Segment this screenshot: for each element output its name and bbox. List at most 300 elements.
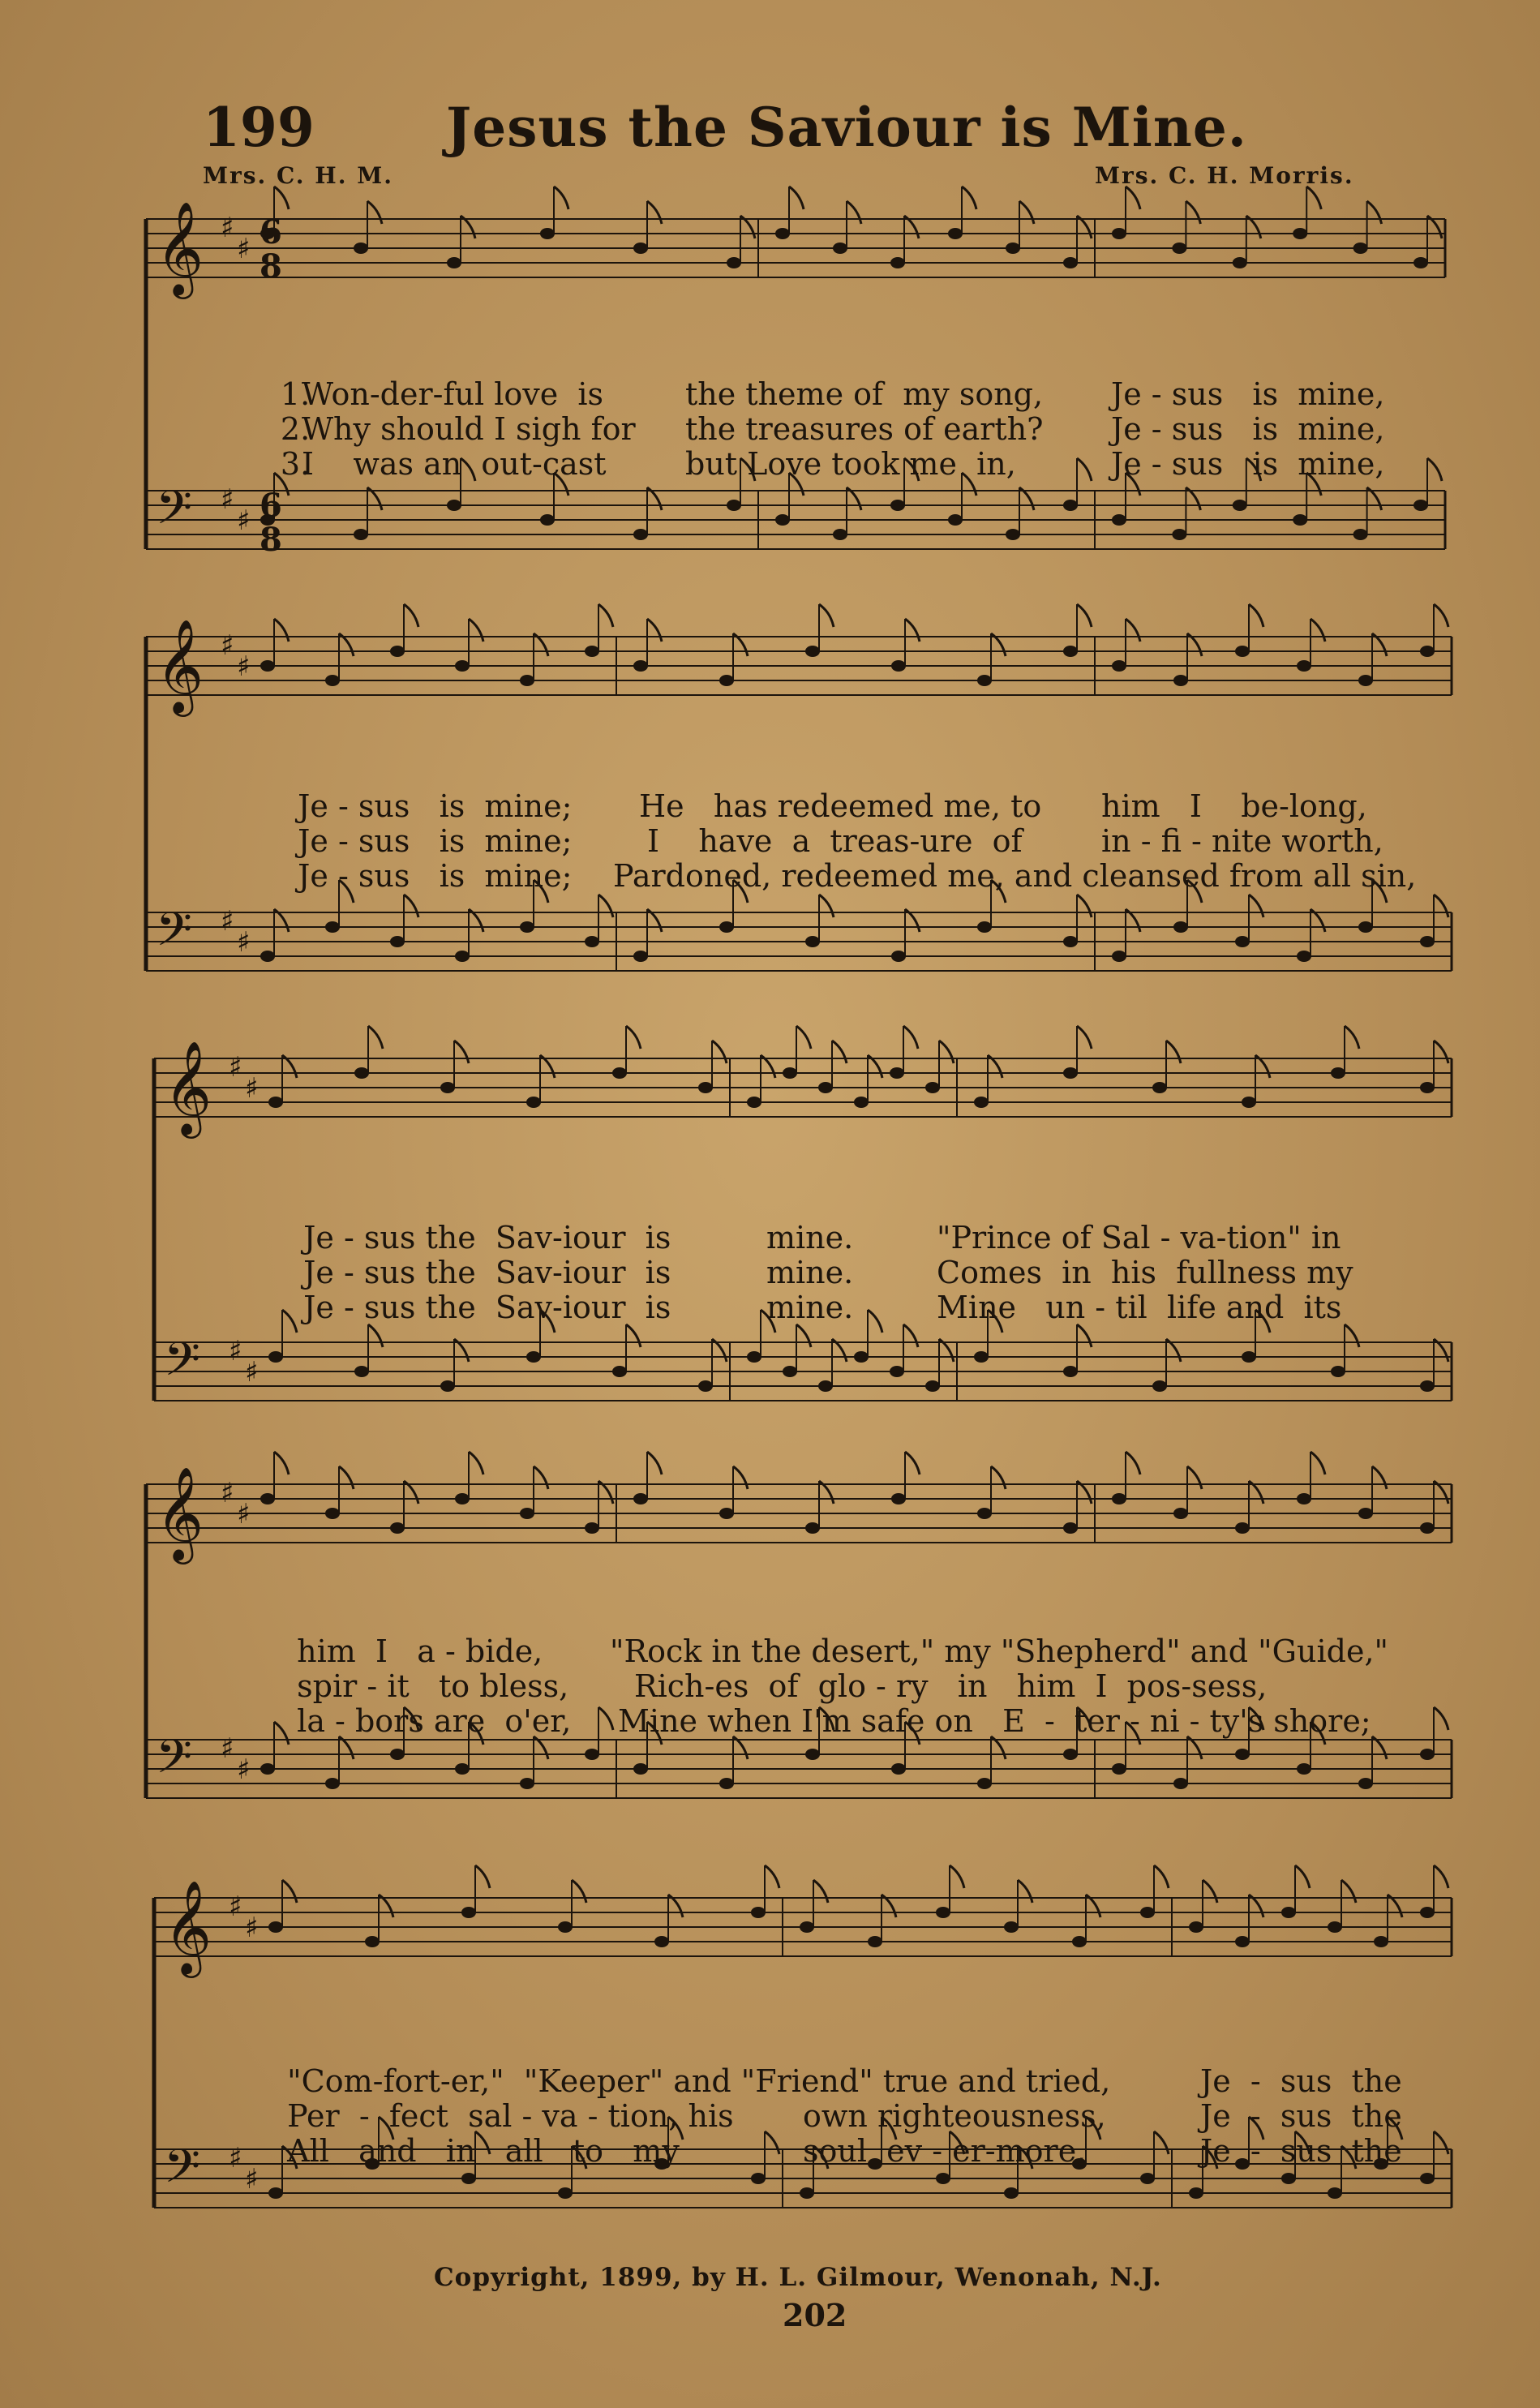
notehead [365,1936,380,1947]
notehead [440,1380,455,1392]
notehead [1112,1763,1126,1775]
notehead [1293,228,1307,239]
notehead [1297,951,1311,962]
notehead [747,1351,761,1363]
note-flag [905,619,920,642]
note-flag [903,1324,918,1347]
note-flag [469,1452,483,1474]
note-flag [274,619,289,642]
notehead [854,1351,869,1363]
notehead [540,514,555,526]
notehead [1063,1749,1078,1760]
treble-clef: 𝄞 [164,1879,212,1974]
notehead [1112,514,1126,526]
notehead [1063,1522,1078,1534]
notehead [727,257,741,268]
notehead [654,1936,669,1947]
notehead [818,1380,833,1392]
note-flag [1249,604,1263,627]
sharp-sign: ♯ [221,1732,234,1765]
lyric-line: Je - sus the Sav-iour is mine. "Prince of Sal - va-tion" in [303,1220,1341,1256]
lyric-line: 1. Won-der-ful love is the theme of my song, Je - sus is mine, [280,376,1385,412]
notehead [1233,257,1247,268]
notehead [868,1936,882,1947]
notehead [1140,2173,1155,2184]
notehead [1358,675,1373,686]
treble-clef: 𝄞 [164,1040,212,1135]
notehead [268,1351,283,1363]
notehead [1063,500,1078,511]
notehead [719,1508,734,1519]
notehead [1006,243,1020,254]
words-credit: Mrs. C. H. M. [203,162,393,189]
notehead [260,1493,275,1504]
note-flag [1434,895,1448,917]
sharp-sign: ♯ [237,650,251,683]
notehead [260,951,275,962]
notehead [520,675,534,686]
notehead [520,1508,534,1519]
sharp-sign: ♯ [237,1753,251,1786]
bass-clef: 𝄢 [164,2139,201,2205]
notehead [1112,660,1126,672]
bass-clef: 𝄢 [156,902,193,968]
bass-clef: 𝄢 [164,1332,201,1398]
notehead [833,529,847,540]
notehead [325,675,340,686]
lyric-line: 2. Why should I sigh for the treasures of earth? Je - sus is mine, [280,411,1385,447]
note-flag [274,1452,289,1474]
sharp-sign: ♯ [237,926,251,959]
notehead [751,1907,766,1918]
hymn-number: 199 [203,96,315,159]
notehead [1420,1749,1435,1760]
notehead [805,1749,820,1760]
note-flag [647,201,662,224]
notehead [520,1778,534,1789]
notehead [1112,1493,1126,1504]
time-signature: 6 [260,487,282,525]
notehead [1413,257,1428,268]
sharp-sign: ♯ [245,1072,259,1105]
notehead [833,243,847,254]
sharp-sign: ♯ [229,2142,242,2174]
notehead [1353,529,1368,540]
note-flag [789,187,804,209]
notehead [948,514,963,526]
note-flag [1126,1452,1140,1474]
time-signature: 6 [260,213,282,251]
note-flag [1077,895,1092,917]
note-flag [962,187,976,209]
notehead [325,921,340,933]
notehead [719,1778,734,1789]
note-flag [1166,1041,1181,1063]
notehead [854,1097,869,1108]
notehead [1235,646,1250,657]
notehead [354,243,368,254]
notehead [633,243,648,254]
notehead [1358,921,1373,933]
note-flag [832,1041,847,1063]
notehead [1173,921,1188,933]
notehead [727,500,741,511]
notehead [783,1366,797,1377]
notehead [936,1907,950,1918]
note-flag [1345,1026,1359,1049]
notehead [775,228,790,239]
notehead [633,660,648,672]
lyric-line: la - bors are o'er, Mine when I'm safe on E - ter - ni - ty's shore; [297,1703,1371,1739]
note-flag [1306,187,1321,209]
notehead [1063,936,1078,947]
notehead [558,2187,573,2199]
notehead [1358,1778,1373,1789]
notehead [585,1749,599,1760]
notehead [1281,2173,1296,2184]
sharp-sign: ♯ [221,212,234,244]
note-flag [454,1041,469,1063]
note-flag [1154,1865,1169,1888]
note-flag [404,604,418,627]
note-flag [368,1324,383,1347]
note-flag [939,1041,954,1063]
notehead [818,1082,833,1093]
note-flag [1187,1466,1202,1489]
copyright-notice: Copyright, 1899, by H. L. Gilmour, Wenonah, N.J. [434,2263,1162,2292]
notehead [891,1763,906,1775]
notehead [1374,1936,1388,1947]
notehead [1006,529,1020,540]
note-flag [1427,458,1442,481]
notehead [325,1508,340,1519]
note-flag [647,1452,662,1474]
sharp-sign: ♯ [237,1498,251,1530]
notehead [633,529,648,540]
note-flag [813,1880,828,1903]
notehead [1140,1907,1155,1918]
note-flag [765,1865,779,1888]
notehead [455,951,470,962]
notehead [447,257,461,268]
notehead [540,228,555,239]
notehead [891,1493,906,1504]
notehead [890,257,905,268]
notehead [977,675,992,686]
notehead [936,2173,950,2184]
sharp-sign: ♯ [245,2163,259,2196]
note-flag [733,1466,748,1489]
sharp-sign: ♯ [229,1335,242,1367]
note-flag [765,2131,779,2154]
note-flag [339,1466,354,1489]
notehead [1297,660,1311,672]
note-flag [554,187,568,209]
notehead [1331,1067,1345,1079]
notehead [805,646,820,657]
bass-clef: 𝄢 [156,480,193,547]
note-flag [1434,604,1448,627]
note-flag [1077,1026,1092,1049]
notehead [1173,1508,1188,1519]
notehead [891,660,906,672]
hymn-title: Jesus the Saviour is Mine. [446,96,1247,159]
treble-clef: 𝄞 [156,1466,204,1560]
notehead [1353,243,1368,254]
notehead [1328,2187,1342,2199]
note-flag [1434,1865,1448,1888]
note-flag [404,895,418,917]
note-flag [626,1324,641,1347]
notehead [612,1067,627,1079]
notehead [1420,1082,1435,1093]
notehead [455,1493,470,1504]
note-flag [868,1310,882,1333]
note-flag [991,1466,1006,1489]
notehead [1293,514,1307,526]
note-flag [847,201,861,224]
notehead [1328,1921,1342,1933]
notehead [1004,1921,1019,1933]
notehead [890,500,905,511]
sharp-sign: ♯ [221,629,234,662]
notehead [977,1778,992,1789]
notehead [1281,1907,1296,1918]
notehead [1235,1936,1250,1947]
note-flag [1249,895,1263,917]
notehead [977,921,992,933]
note-flag [1126,187,1140,209]
notehead [1112,951,1126,962]
notehead [268,1921,283,1933]
notehead [440,1082,455,1093]
notehead [633,951,648,962]
note-flag [1434,2131,1448,2154]
notehead [1331,1366,1345,1377]
note-flag [1341,1880,1356,1903]
note-flag [1077,1324,1092,1347]
treble-clef: 𝄞 [156,200,204,295]
notehead [354,1366,369,1377]
notehead [747,1097,761,1108]
note-flag [469,619,483,642]
notehead [1063,646,1078,657]
notehead [354,529,368,540]
sharp-sign: ♯ [229,1891,242,1923]
note-flag [572,1880,586,1903]
notehead [1152,1082,1167,1093]
note-flag [1311,619,1325,642]
note-flag [1077,458,1092,481]
notehead [948,228,963,239]
notehead [1152,1380,1167,1392]
lyric-line: Per - fect sal - va - tion, his own righteousness, Je - sus the [287,2098,1402,2134]
notehead [1189,1921,1203,1933]
notehead [719,921,734,933]
notehead [455,1763,470,1775]
lyric-line: Je - sus the Sav-iour is mine. Mine un - til life and its [303,1290,1342,1325]
notehead [891,951,906,962]
note-flag [1434,1707,1448,1730]
notehead [1189,2187,1203,2199]
notehead [890,1366,904,1377]
note-flag [903,1026,918,1049]
notehead [1235,1749,1250,1760]
sharp-sign: ♯ [237,233,251,265]
note-flag [1367,201,1382,224]
notehead [1358,1508,1373,1519]
lyric-line: spir - it to bless, Rich-es of glo - ry in him I pos-sess, [297,1668,1268,1704]
note-flag [282,1880,297,1903]
notehead [1172,529,1186,540]
note-flag [819,895,834,917]
notehead [1242,1097,1256,1108]
note-flag [475,1865,490,1888]
notehead [1297,1493,1311,1504]
notehead [1233,500,1247,511]
note-flag [598,1707,613,1730]
time-signature: 8 [260,247,282,285]
note-flag [819,604,834,627]
lyric-line: Je - sus is mine; He has redeemed me, to him I be-long, [298,788,1367,824]
notehead [1420,646,1435,657]
notehead [1063,1067,1078,1079]
note-flag [1203,1880,1217,1903]
notehead [526,1351,541,1363]
notehead [447,500,461,511]
notehead [558,1921,573,1933]
notehead [390,646,405,657]
notehead [461,2173,476,2184]
notehead [1172,243,1186,254]
notehead [719,675,734,686]
note-flag [712,1041,727,1063]
treble-clef: 𝄞 [156,618,204,713]
lyric-line: 3. I was an out-cast but Love took me in, Je - sus is mine, [280,446,1385,482]
note-flag [274,187,289,209]
note-flag [1018,1880,1032,1903]
note-flag [796,1026,811,1049]
note-flag [647,619,662,642]
notehead [390,1522,405,1534]
note-flag [1372,1466,1387,1489]
notehead [1242,1351,1256,1363]
notehead [1420,1380,1435,1392]
note-flag [950,1865,964,1888]
notehead [354,1067,369,1079]
notehead [526,1097,541,1108]
notehead [1072,1936,1087,1947]
note-flag [1186,201,1200,224]
lyric-line: All and in all to my soul ev - er-more, Je - sus the [287,2133,1402,2169]
notehead [268,1097,283,1108]
notehead [1420,2173,1435,2184]
notehead [390,1749,405,1760]
notehead [461,1907,476,1918]
notehead [974,1351,989,1363]
note-flag [367,201,382,224]
notehead [1173,1778,1188,1789]
notehead [390,936,405,947]
note-flag [1434,1041,1448,1063]
note-flag [1077,604,1092,627]
note-flag [1019,201,1034,224]
notehead [800,2187,814,2199]
lyric-line: "Com-fort-er," "Keeper" and "Friend" true and tried, Je - sus the [287,2063,1402,2099]
note-flag [796,1324,811,1347]
note-flag [626,1026,641,1049]
notehead [1420,1907,1435,1918]
notehead [325,1778,340,1789]
notehead [1063,1366,1078,1377]
notehead [1112,228,1126,239]
notehead [800,1921,814,1933]
sharp-sign: ♯ [245,1356,259,1389]
notehead [260,1763,275,1775]
lyric-line: Je - sus the Sav-iour is mine. Comes in his fullness my [303,1255,1353,1290]
note-flag [1295,1865,1310,1888]
notehead [1420,936,1435,947]
notehead [633,1763,648,1775]
music-credit: Mrs. C. H. Morris. [1095,162,1354,189]
note-flag [598,604,613,627]
bass-clef: 𝄢 [156,1729,193,1796]
note-flag [368,1026,383,1049]
notehead [612,1366,627,1377]
notehead [1235,936,1250,947]
lyric-line: Je - sus is mine; Pardoned, redeemed me, and cleansed from all sin, [298,858,1417,894]
note-flag [1126,619,1140,642]
notehead [783,1067,797,1079]
notehead [1173,675,1188,686]
page-number: 202 [783,2297,847,2333]
notehead [698,1082,713,1093]
notehead [1420,1522,1435,1534]
notehead [585,936,599,947]
notehead [1063,257,1078,268]
notehead [1297,1763,1311,1775]
note-flag [1154,2131,1169,2154]
sharp-sign: ♯ [237,504,251,537]
lyric-line: him I a - bide, "Rock in the desert," my "Shepherd" and "Guide," [297,1633,1389,1669]
notehead [1235,1522,1250,1534]
note-flag [1345,1324,1359,1347]
notehead [977,1508,992,1519]
notehead [890,1067,904,1079]
notehead [585,1522,599,1534]
notehead [585,646,599,657]
notehead [633,1493,648,1504]
notehead [1004,2187,1019,2199]
notehead [1413,500,1428,511]
sharp-sign: ♯ [221,1477,234,1509]
notehead [925,1082,940,1093]
notehead [805,1522,820,1534]
sharp-sign: ♯ [221,905,234,938]
time-signature: 8 [260,521,282,559]
notehead [775,514,790,526]
notehead [974,1097,989,1108]
note-flag [598,895,613,917]
note-flag [1311,1452,1325,1474]
sharp-sign: ♯ [221,483,234,516]
lyric-line: Je - sus is mine; I have a treas-ure of in - fi - nite worth, [298,823,1383,859]
notehead [260,660,275,672]
notehead [698,1380,713,1392]
notehead [455,660,470,672]
sharp-sign: ♯ [245,1912,259,1944]
notehead [268,2187,283,2199]
